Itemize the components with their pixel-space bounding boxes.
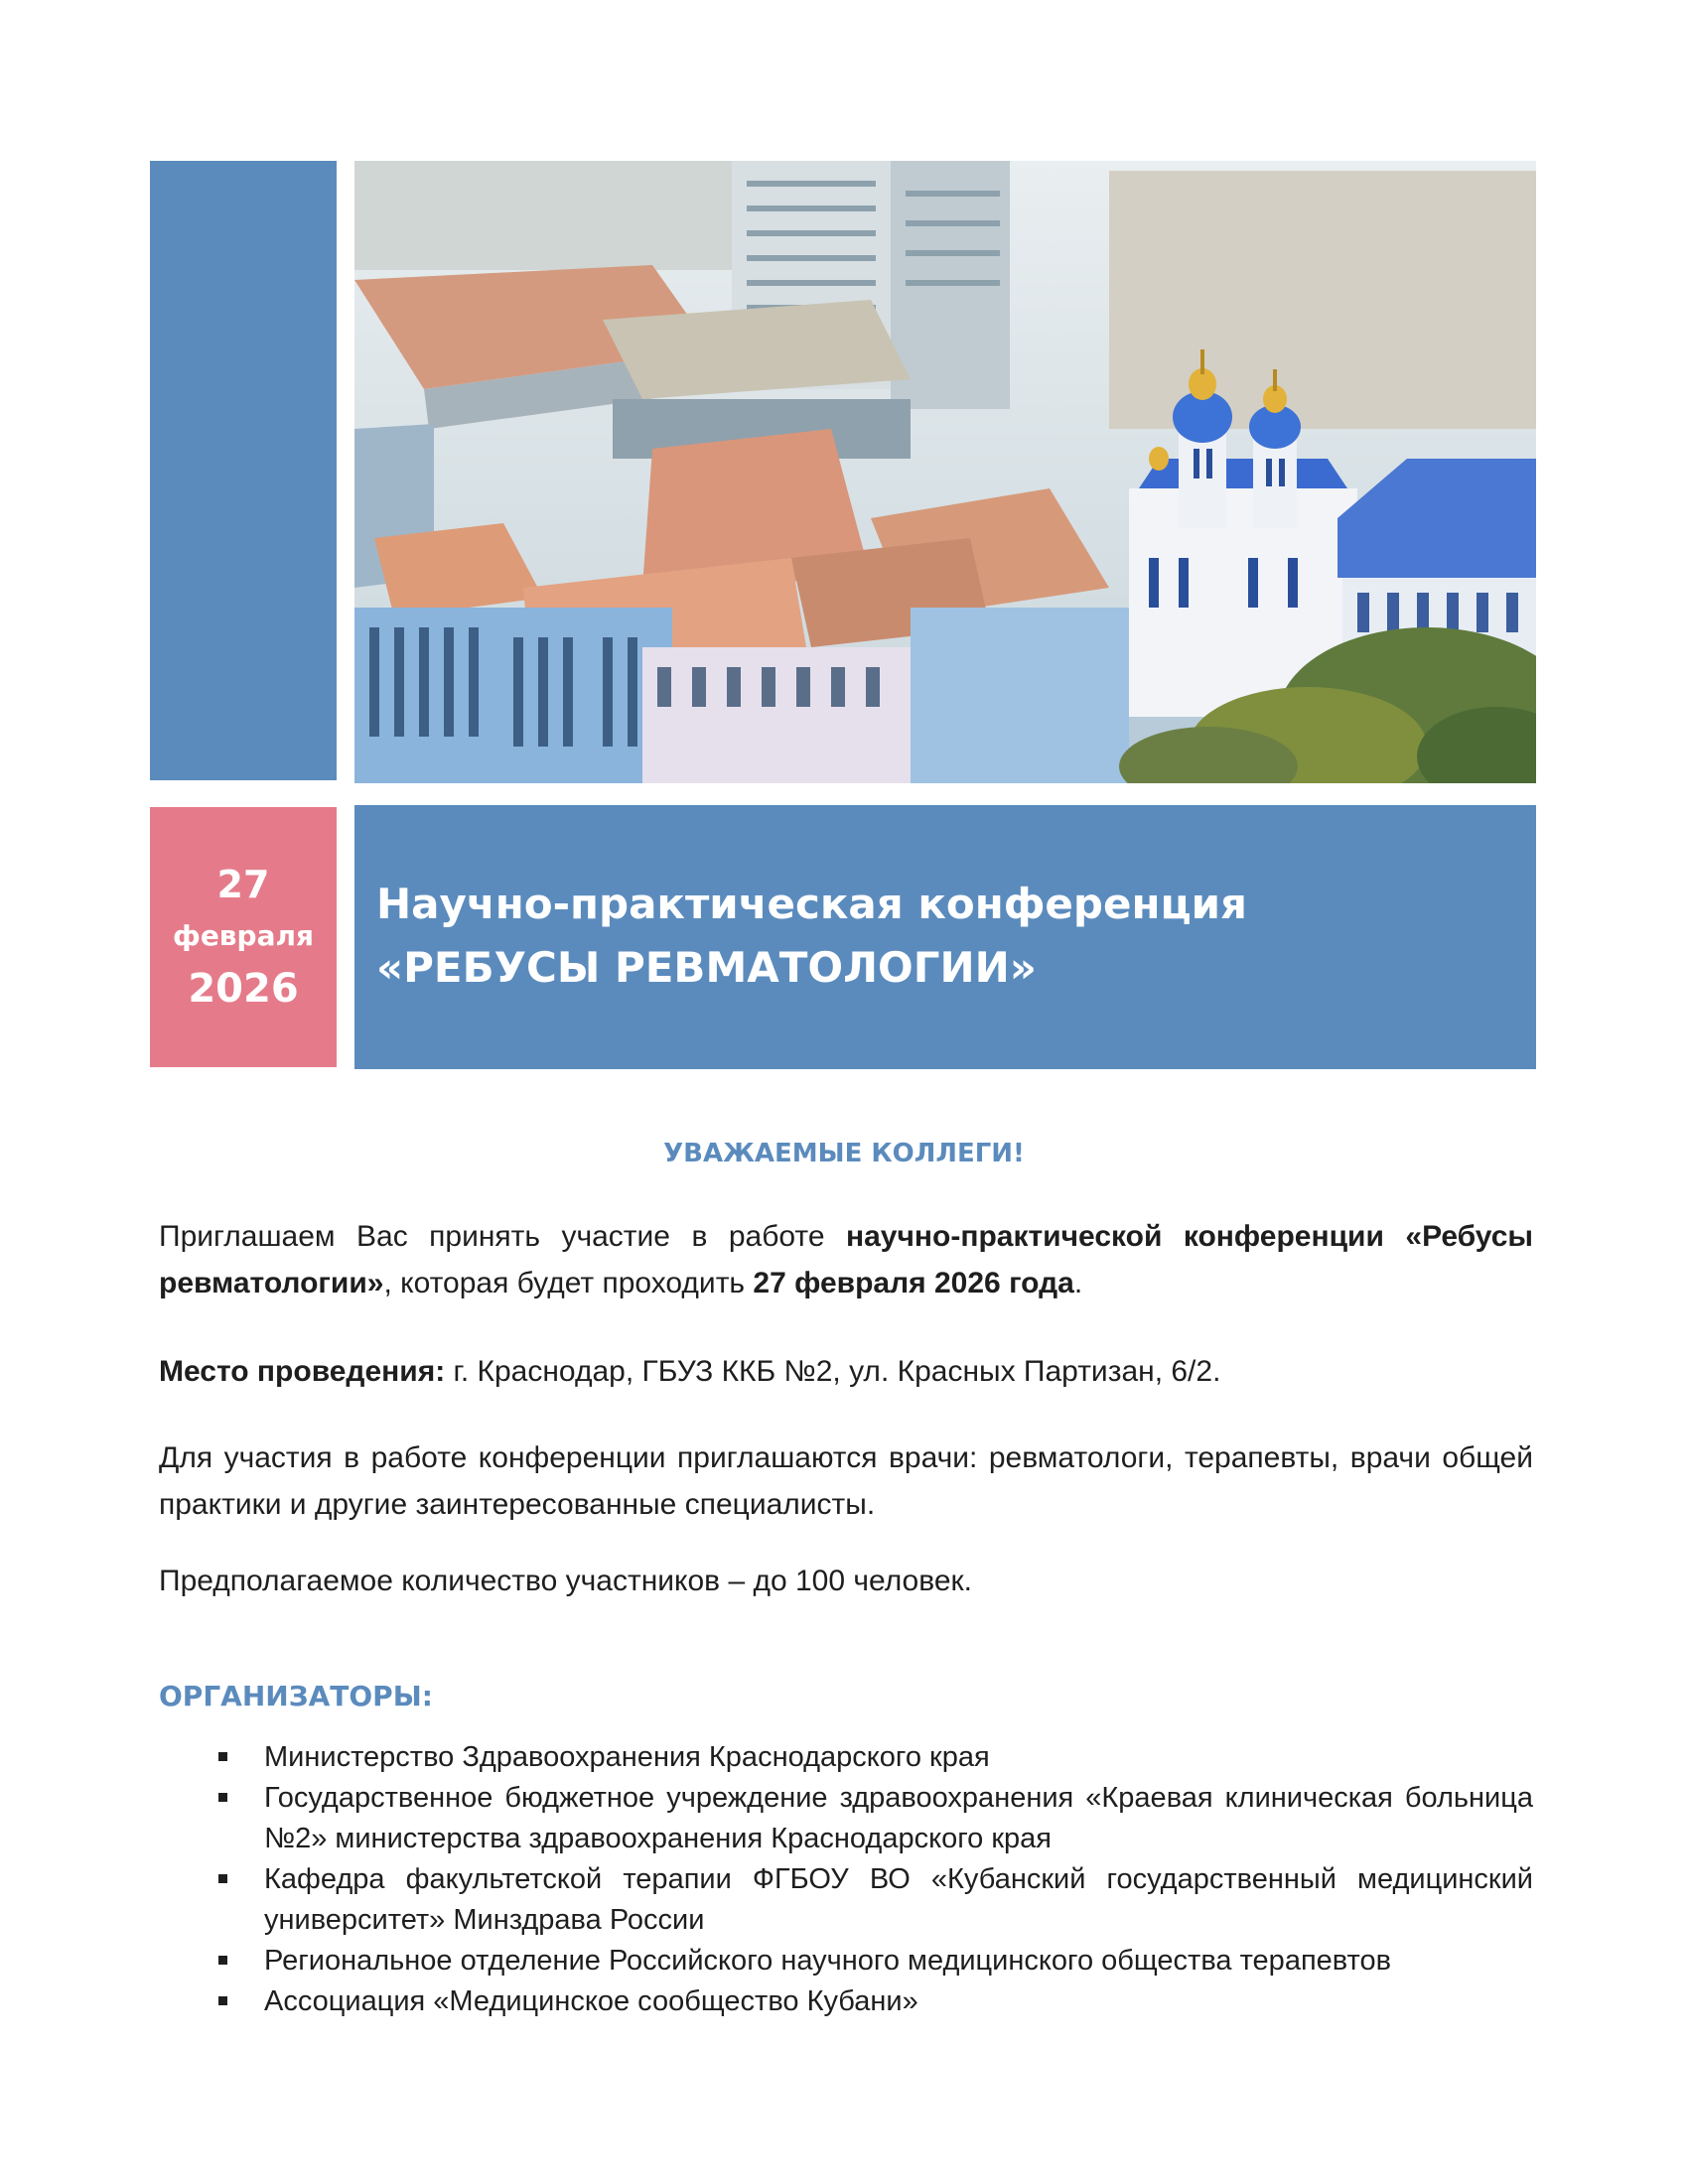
venue-label: Место проведения: — [159, 1355, 446, 1388]
invitation-paragraph — [159, 1213, 1533, 1306]
bullet-icon — [218, 1996, 227, 2005]
invitation-date: 27 февраля 2026 года — [753, 1267, 1074, 1299]
conference-title-box — [354, 805, 1536, 1069]
invitation-text-3: . — [1073, 1267, 1083, 1299]
organizer-item — [159, 1941, 1533, 1981]
organizers-heading: ОРГАНИЗАТОРЫ: — [159, 1680, 433, 1712]
date-year: 2026 — [188, 966, 299, 1012]
conference-title-line2: «РЕБУСЫ РЕВМАТОЛОГИИ» — [376, 943, 1037, 992]
participants-paragraph: Для участия в работе конференции приглашаются врачи: ревматологи, терапевты, врачи общей практики и другие заинтересованные специалисты. — [159, 1441, 1533, 1521]
invitation-conference-name: научно-практической конференции «Ребусы ревматологии» — [159, 1220, 1533, 1299]
bullet-icon — [218, 1956, 227, 1965]
hospital-illustration — [354, 161, 1536, 783]
invitation-text-2: , которая будет проходить — [383, 1267, 754, 1299]
greeting-heading: УВАЖАЕМЫЕ КОЛЛЕГИ! — [663, 1139, 1025, 1168]
organizer-item — [159, 1859, 1533, 1941]
organizers-list — [159, 1737, 1533, 2022]
expected-count-paragraph: Предполагаемое количество участников – до 100 человек. — [159, 1565, 972, 1597]
organizer-item — [159, 1778, 1533, 1859]
bullet-icon — [218, 1752, 227, 1761]
bullet-icon — [218, 1874, 227, 1883]
date-day: 27 — [216, 863, 270, 906]
organizer-text: Региональное отделение Российского научного медицинского общества терапевтов — [264, 1945, 1392, 1977]
organizer-item — [159, 1737, 1533, 1778]
organizer-item — [159, 1981, 1533, 2022]
invitation-text-1: Приглашаем Вас принять участие в работе — [159, 1220, 846, 1253]
venue-address: г. Краснодар, ГБУЗ ККБ №2, ул. Красных Партизан, 6/2. — [445, 1355, 1221, 1388]
date-month: февраля — [173, 919, 314, 952]
venue-paragraph — [159, 1348, 1533, 1395]
bullet-icon — [218, 1793, 227, 1802]
organizer-text: Кафедра факультетской терапии ФГБОУ ВО «Кубанский государственный медицинский университет» Минздрава России — [264, 1863, 1533, 1936]
organizer-text: Государственное бюджетное учреждение здравоохранения «Краевая клиническая больница №2» министерства здравоохранения Краснодарского края — [264, 1782, 1533, 1854]
decorative-blue-bar — [150, 161, 337, 780]
conference-title-line1: Научно-практическая конференция — [376, 880, 1247, 928]
event-date-box — [150, 807, 337, 1067]
organizer-text: Министерство Здравоохранения Краснодарского края — [264, 1741, 990, 1773]
organizer-text: Ассоциация «Медицинское сообщество Кубани» — [264, 1985, 918, 2017]
